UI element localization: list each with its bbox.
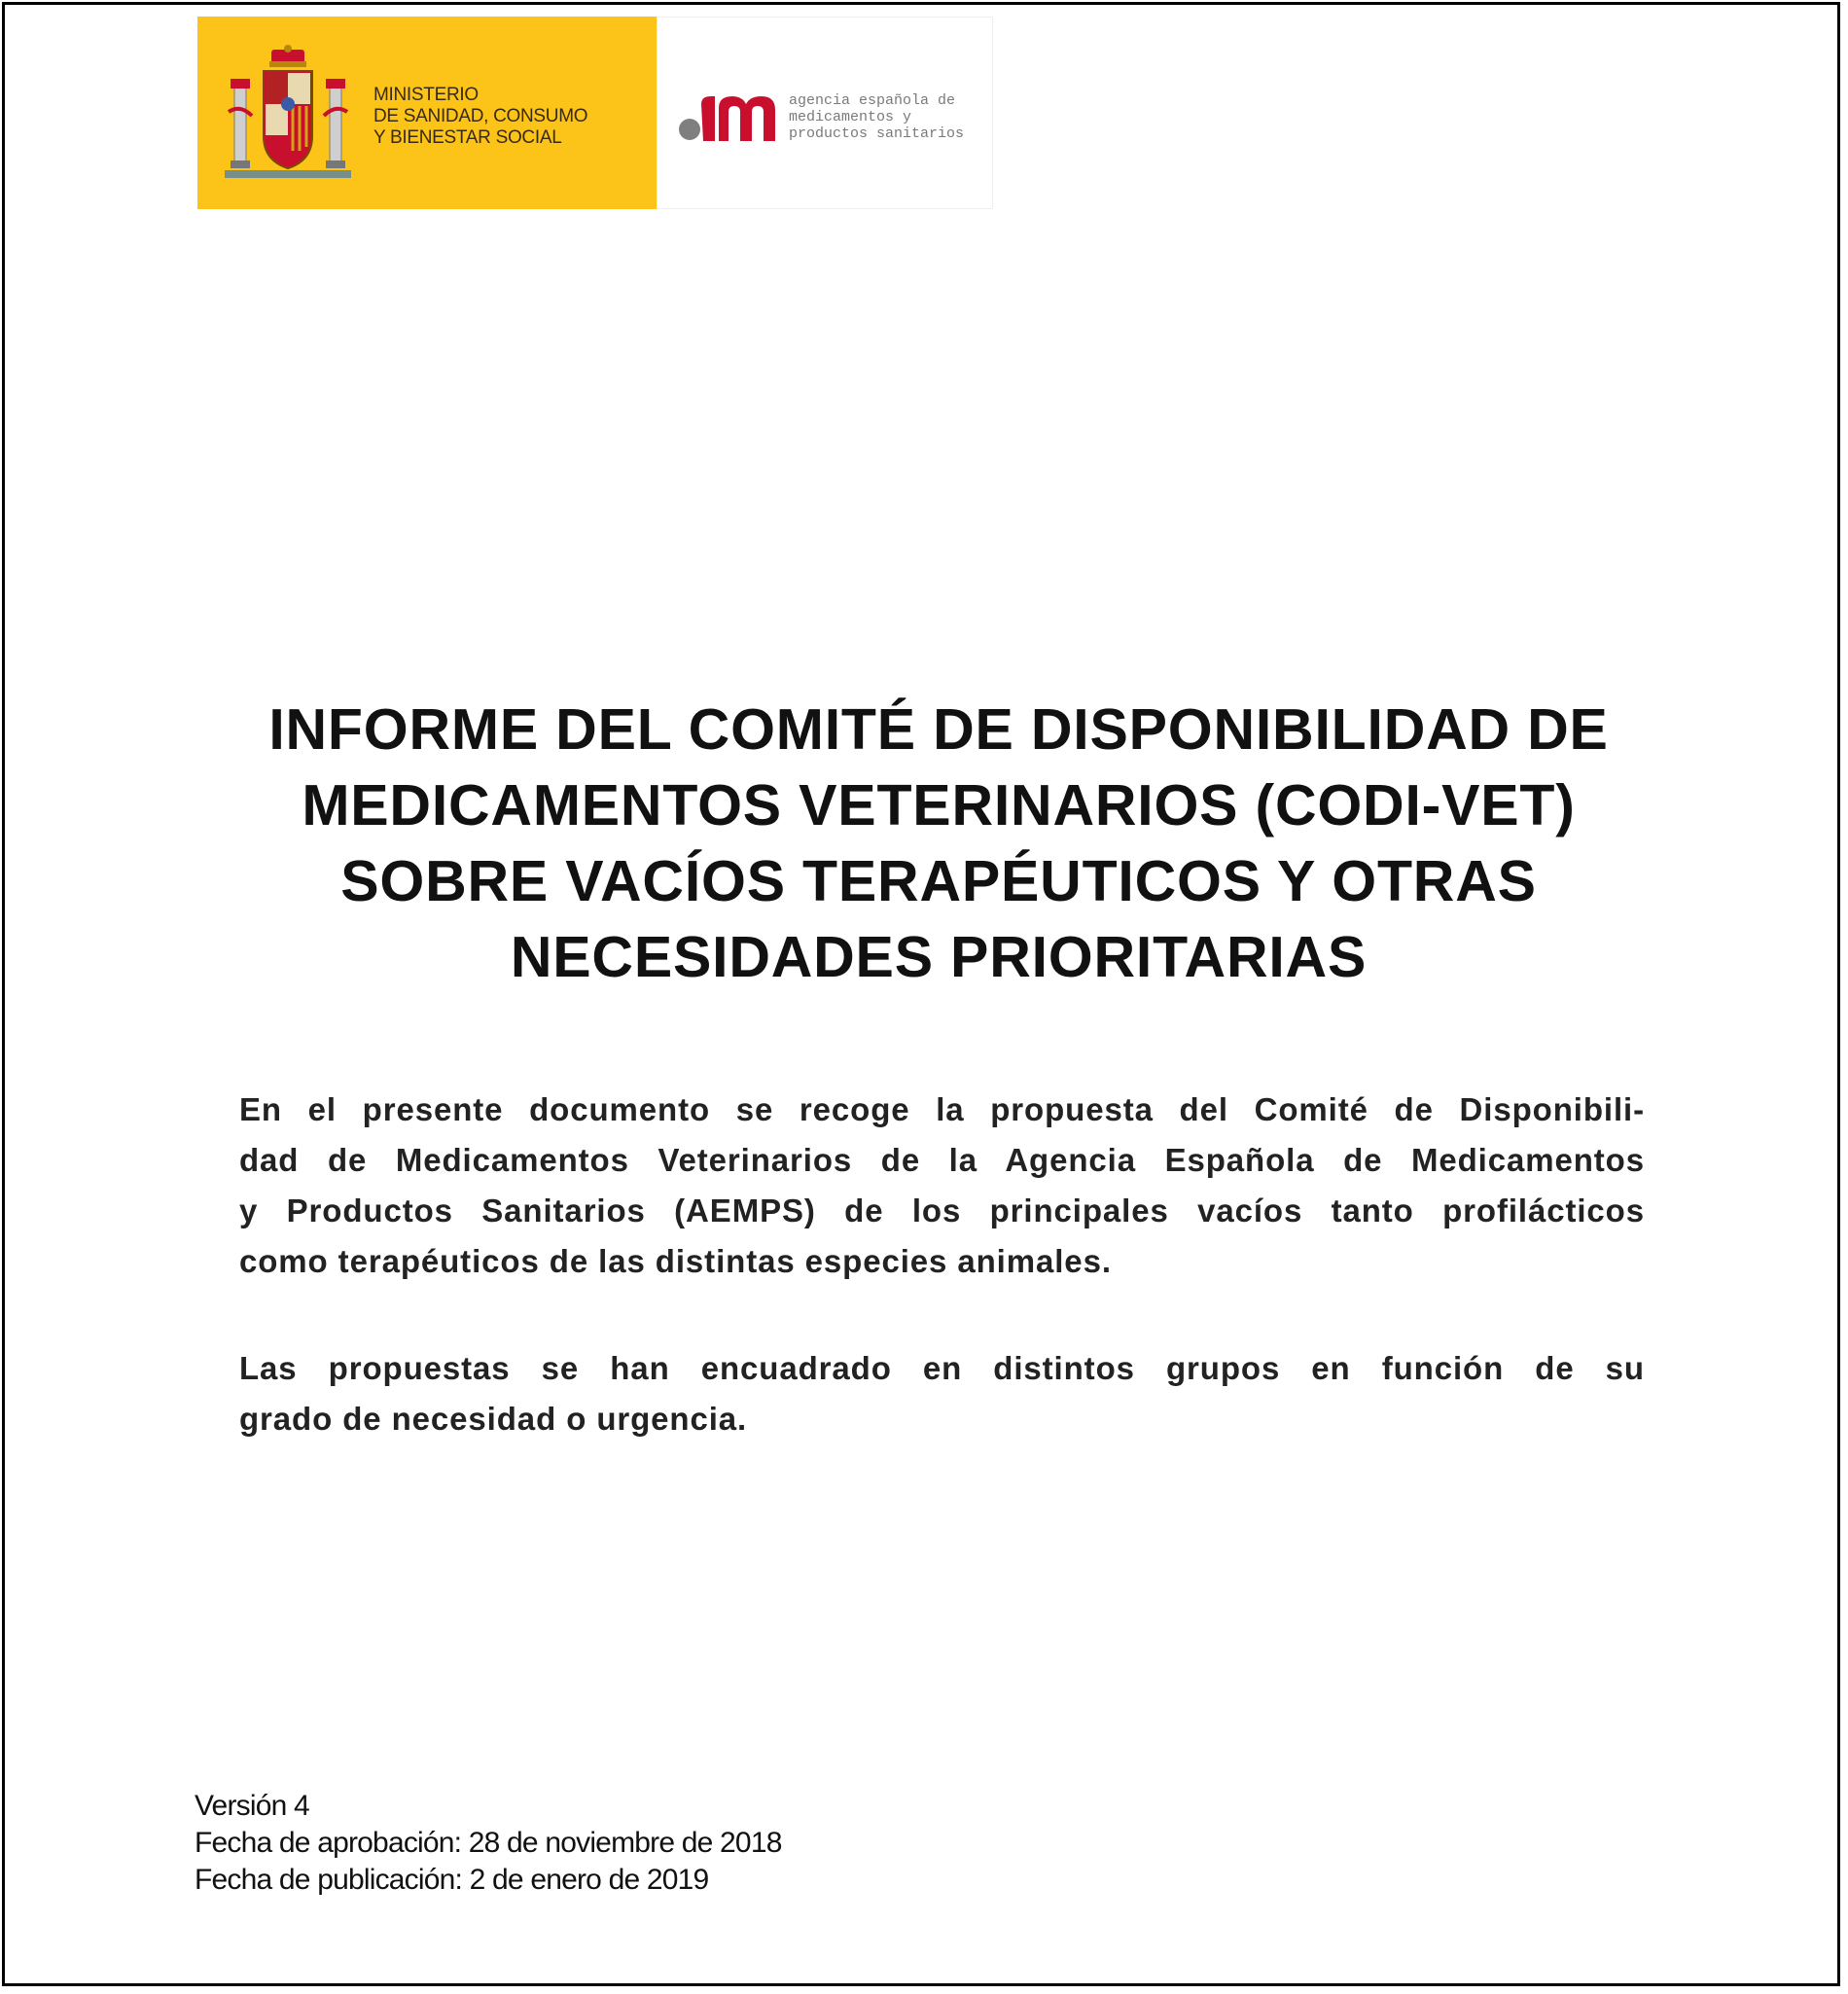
approval-date: Fecha de aprobación: 28 de noviembre de 2018: [195, 1827, 782, 1859]
ministry-name: [373, 85, 587, 149]
title-line: MEDICAMENTOS VETERINARIOS (CODI-VET): [302, 773, 1576, 837]
ministry-line: Y BIENESTAR SOCIAL: [373, 127, 562, 148]
ministry-line: DE SANIDAD, CONSUMO: [373, 106, 588, 126]
paragraph-line: Las propuestas se han encuadrado en distintos grupos en función de su: [239, 1350, 1645, 1386]
header-logos: [197, 17, 993, 209]
aemps-am-logo-icon: [678, 87, 783, 157]
agency-line: agencia española de: [789, 92, 956, 109]
ministry-line: MINISTERIO: [373, 85, 479, 105]
paragraph-line: grado de necesidad o urgencia.: [239, 1401, 748, 1437]
paragraph-line: como terapéuticos de las distintas especies animales.: [239, 1243, 1112, 1279]
grouping-paragraph: [239, 1343, 1645, 1444]
intro-paragraph: [239, 1085, 1645, 1287]
agency-line: medicamentos y: [789, 109, 912, 125]
title-line: NECESIDADES PRIORITARIAS: [510, 925, 1368, 989]
agency-name: [789, 92, 964, 142]
title-line: INFORME DEL COMITÉ DE DISPONIBILIDAD DE: [268, 697, 1609, 762]
document-metadata: [195, 1788, 782, 1899]
version-label: Versión 4: [195, 1790, 309, 1822]
paragraph-line: dad de Medicamentos Veterinarios de la Agencia Española de Medicamentos: [239, 1142, 1645, 1178]
paragraph-line: En el presente documento se recoge la propuesta del Comité de Disponibili-: [239, 1091, 1645, 1127]
document-page: [2, 2, 1840, 1986]
paragraph-line: y Productos Sanitarios (AEMPS) de los principales vacíos tanto profilácticos: [239, 1193, 1645, 1228]
agency-line: productos sanitarios: [789, 125, 965, 142]
document-title: [141, 692, 1736, 995]
title-line: SOBRE VACÍOS TERAPÉUTICOS Y OTRAS: [340, 849, 1537, 913]
spanish-coat-of-arms-icon: [225, 44, 351, 190]
ministry-logo: [197, 17, 657, 209]
publication-date: Fecha de publicación: 2 de enero de 2019: [195, 1864, 709, 1896]
agency-logo: [657, 17, 993, 209]
